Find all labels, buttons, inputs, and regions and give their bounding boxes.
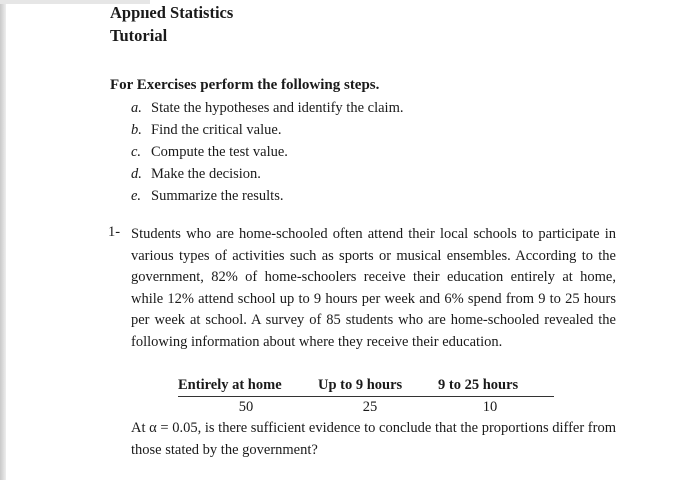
step-letter: e. xyxy=(131,188,142,204)
problem-question: At α = 0.05, is there sufficient evidence to conclude that the proportions differ from those stated by the government? xyxy=(131,420,616,458)
step-item xyxy=(131,185,403,207)
step-letter: d. xyxy=(131,166,142,182)
table-header-cell: Entirely at home xyxy=(178,377,282,393)
table-cell: 50 xyxy=(238,399,254,415)
course-title: Appııed Statistics xyxy=(110,3,234,22)
step-text: Find the critical value. xyxy=(151,122,282,138)
table-cell: 25 xyxy=(362,399,378,415)
table-header-cell: 9 to 25 hours xyxy=(438,377,519,393)
step-item xyxy=(131,97,403,119)
step-letter: a. xyxy=(131,100,142,116)
step-text: Summarize the results. xyxy=(151,188,284,204)
table-header-cell: Up to 9 hours xyxy=(318,377,403,393)
survey-table xyxy=(178,374,554,418)
step-text: State the hypotheses and identify the claim. xyxy=(151,100,404,116)
problem-1 xyxy=(108,224,616,353)
step-item xyxy=(131,163,403,185)
table-row xyxy=(178,397,554,418)
step-letter: c. xyxy=(131,144,142,160)
steps-list xyxy=(131,97,403,207)
table-header-row xyxy=(178,374,554,397)
tutorial-title: Tutorial xyxy=(110,26,168,45)
step-item xyxy=(131,141,403,163)
step-letter: b. xyxy=(131,122,142,138)
step-item xyxy=(131,119,403,141)
instructions-heading: For Exercises perform the following steps. xyxy=(110,77,380,93)
problem-text: Students who are home-schooled often attend their local schools to participate in various types of activities such as sports or musical ensembles. According to the government, 82% of home-schoolers receive their education entirely at home, while 12% attend school up to 9 hours per week and 6% spend from 9 to 25 hours per week at school. A survey of 85 students who are home-schooled revealed the following information about where they receive their education. xyxy=(131,226,616,350)
step-text: Make the decision. xyxy=(151,166,261,182)
step-text: Compute the test value. xyxy=(151,144,288,160)
problem-number: 1- xyxy=(108,224,121,240)
table-cell: 10 xyxy=(482,399,498,415)
